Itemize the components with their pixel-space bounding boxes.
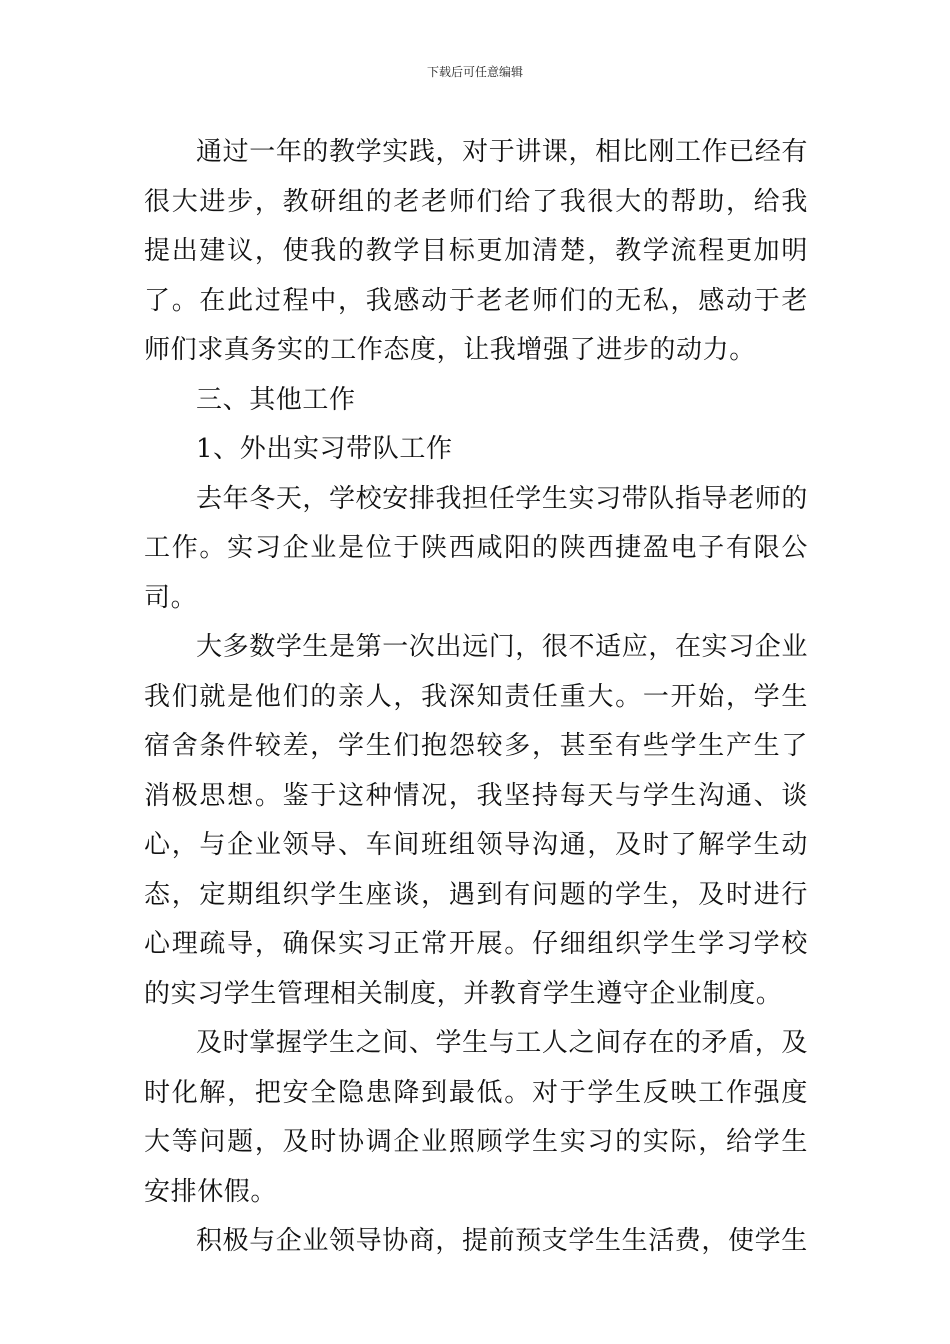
paragraph-internship-assignment: 去年冬天，学校安排我担任学生实习带队指导老师的工作。实习企业是位于陕西咸阳的陕西捷盈电子有限公司。 <box>144 483 808 613</box>
subsection-heading-internship: 1、外出实习带队工作 <box>196 434 453 464</box>
document-body <box>144 128 808 1267</box>
paragraph-student-care: 大多数学生是第一次出远门，很不适应，在实习企业我们就是他们的亲人，我深知责任重大。一开始，学生宿舍条件较差，学生们抱怨较多，甚至有些学生产生了消极思想。鉴于这种情况，我坚持每天与学生沟通、谈心，与企业领导、车间班组领导沟通，及时了解学生动态，定期组织学生座谈，遇到有问题的学生，及时进行心理疏导，确保实习正常开展。仔细组织学生学习学校的实习学生管理相关制度，并教育学生遵守企业制度。 <box>144 632 808 1009</box>
paragraph-teaching-practice: 通过一年的教学实践，对于讲课，相比刚工作已经有很大进步，教研组的老老师们给了我很大的帮助，给我提出建议，使我的教学目标更加清楚，教学流程更加明了。在此过程中，我感动于老老师们的无私，感动于老师们求真务实的工作态度，让我增强了进步的动力。 <box>144 137 808 365</box>
header-note: 下载后可任意编辑 <box>426 65 523 79</box>
paragraph-living-expenses: 积极与企业领导协商，提前预支学生生活费，使学生 <box>196 1226 808 1256</box>
paragraph-conflict-resolution: 及时掌握学生之间、学生与工人之间存在的矛盾，及时化解，把安全隐患降到最低。对于学生反映工作强度大等问题，及时协调企业照顾学生实习的实际，给学生安排休假。 <box>144 1028 808 1207</box>
section-heading-other-work: 三、其他工作 <box>196 384 356 415</box>
